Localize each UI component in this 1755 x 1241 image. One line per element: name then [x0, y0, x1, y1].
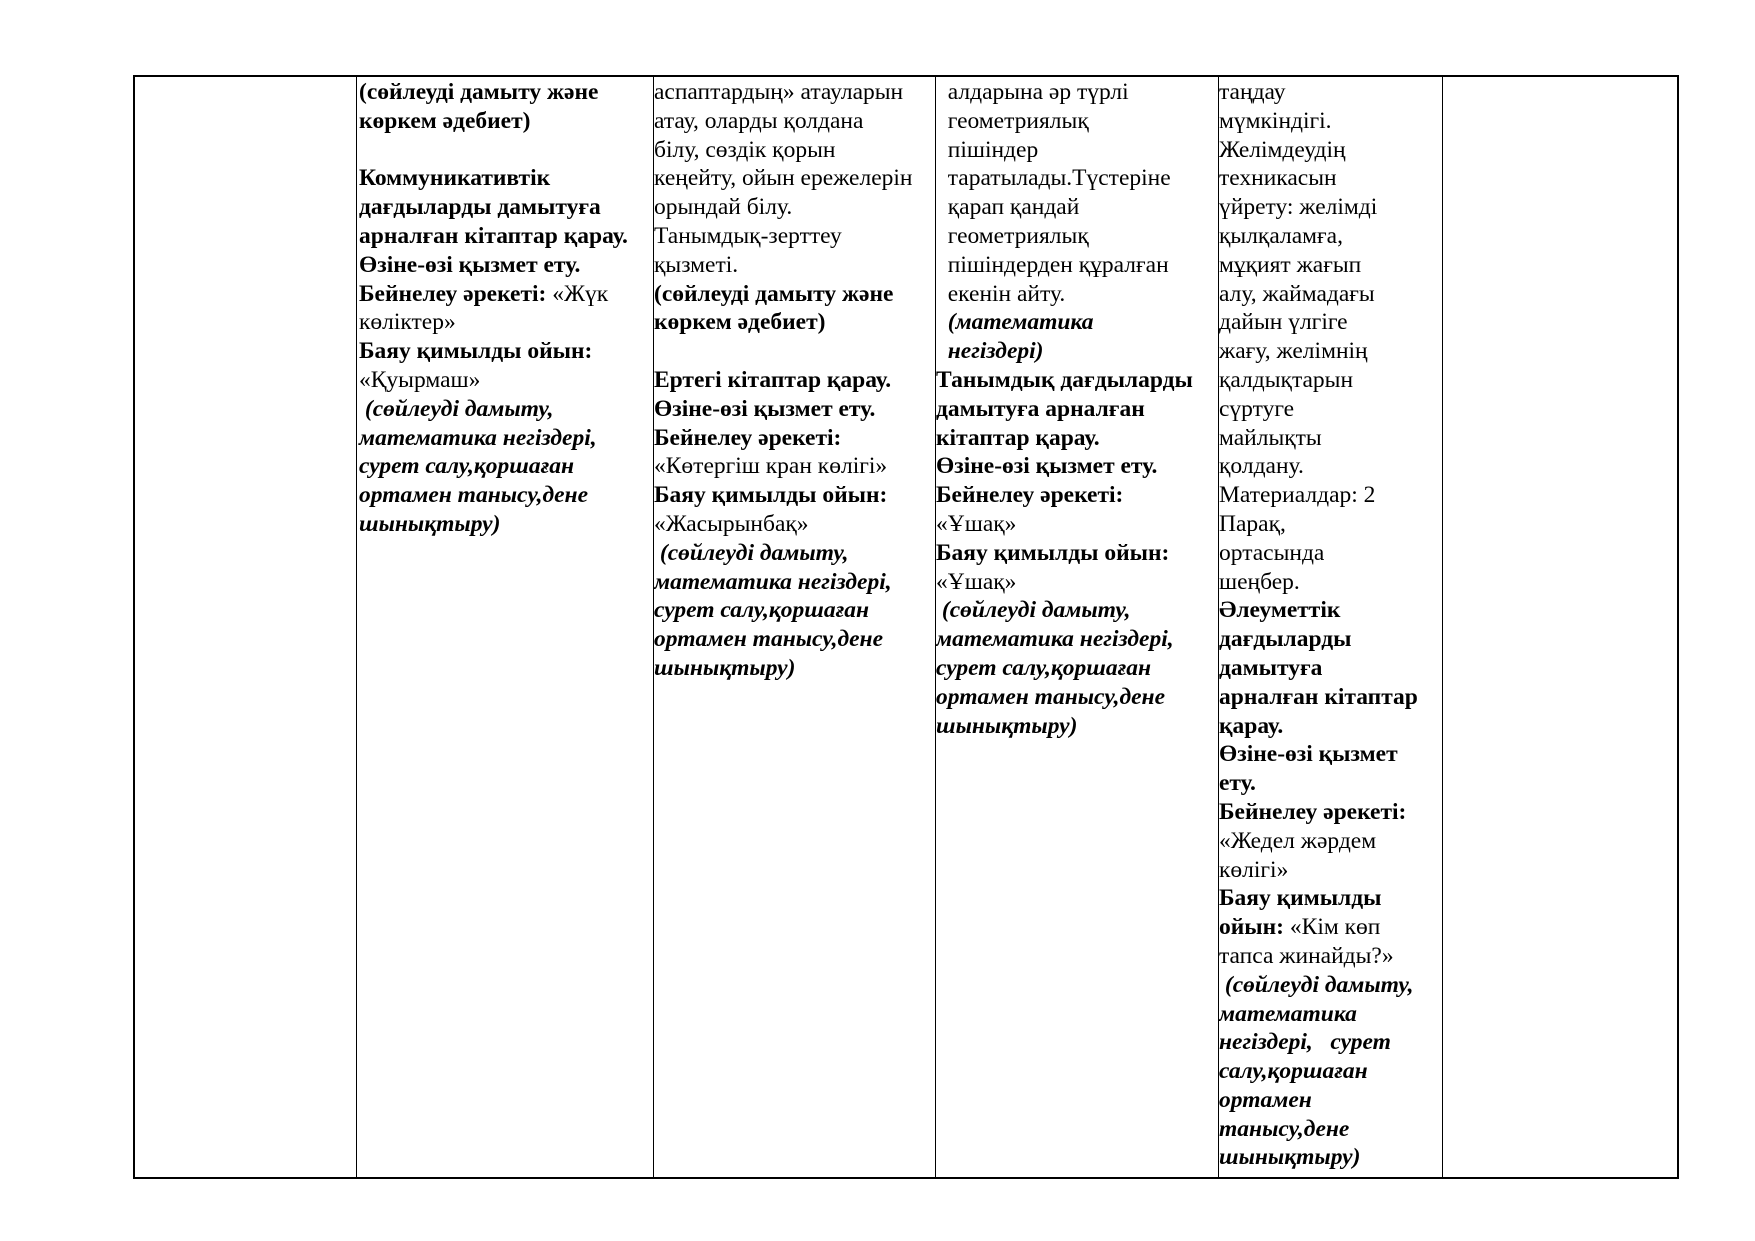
- cell-line: [936, 424, 1216, 453]
- cell-text: Танымдық-зерттеу: [654, 222, 842, 249]
- cell-line: [936, 136, 1216, 165]
- cell-line: [936, 596, 1216, 625]
- cell-line: [654, 136, 933, 165]
- cell-line: [1219, 856, 1440, 885]
- cell-line: [1219, 280, 1440, 309]
- cell-text: Бейнелеу әрекеті:: [1219, 798, 1407, 825]
- cell-text: Өзіне-өзі қызмет ету.: [654, 395, 876, 422]
- cell-text: Өзіне-өзі қызмет ету.: [359, 251, 581, 278]
- cell-text: математика: [1219, 1000, 1357, 1027]
- cell-text: дағдыларды дамытуға: [359, 194, 601, 221]
- cell-text: (сөйлеуді дамыту,: [359, 395, 554, 422]
- cell-line: [654, 107, 933, 136]
- table-cell-col5: [1219, 78, 1440, 1172]
- cell-line: [359, 193, 651, 222]
- cell-text: кітаптар қарау.: [936, 424, 1100, 451]
- cell-line: [1219, 539, 1440, 568]
- cell-text: екенін айту.: [936, 280, 1066, 307]
- cell-text: қарап қандай: [936, 194, 1080, 221]
- cell-text: көліктер»: [359, 309, 456, 336]
- cell-line: [936, 251, 1216, 280]
- cell-text: атау, оларды қолдана: [654, 107, 864, 134]
- cell-line: [654, 452, 933, 481]
- column-divider: [356, 75, 357, 1179]
- cell-text: шынықтыру): [1219, 1144, 1361, 1171]
- cell-line: [1219, 942, 1440, 971]
- cell-text: ортамен танысу,дене: [936, 683, 1166, 710]
- cell-text: ортамен танысу,дене: [359, 482, 589, 509]
- cell-line: [1219, 308, 1440, 337]
- cell-text: негіздері, сурет: [1219, 1029, 1391, 1056]
- cell-text: дамытуға арналған: [936, 395, 1145, 422]
- cell-line: [936, 222, 1216, 251]
- cell-line: [936, 308, 1216, 337]
- cell-line: [654, 481, 933, 510]
- cell-text: Әлеуметтік: [1219, 597, 1341, 624]
- cell-line: [654, 596, 933, 625]
- cell-text: Бейнелеу әрекеті:: [359, 280, 553, 307]
- cell-text: Бейнелеу әрекеті:: [654, 424, 842, 451]
- cell-text: қызметі.: [654, 251, 739, 278]
- cell-line: [654, 222, 933, 251]
- cell-text: математика негіздері,: [359, 424, 597, 451]
- cell-text: дамытуға: [1219, 654, 1323, 681]
- cell-text: қылқаламға,: [1219, 222, 1343, 249]
- cell-text: салу,қоршаған: [1219, 1058, 1368, 1085]
- cell-text: дайын үлгіге: [1219, 309, 1348, 336]
- cell-line: [359, 251, 651, 280]
- cell-text: орындай білу.: [654, 194, 793, 221]
- cell-text: арналған кітаптар қарау.: [359, 222, 628, 249]
- cell-line: [936, 452, 1216, 481]
- cell-line: [936, 625, 1216, 654]
- cell-text: Парақ,: [1219, 510, 1286, 537]
- cell-text: сурет салу,қоршаған: [654, 597, 870, 624]
- cell-text: жағу, желімнің: [1219, 338, 1368, 365]
- cell-text: «Жасырынбақ»: [654, 510, 809, 537]
- cell-line: [1219, 1000, 1440, 1029]
- cell-line: [1219, 971, 1440, 1000]
- cell-text: «Ұшақ»: [936, 510, 1017, 537]
- cell-text: математика негіздері,: [654, 568, 892, 595]
- cell-line: [654, 308, 933, 337]
- cell-line: [1219, 136, 1440, 165]
- cell-text: көркем әдебиет): [359, 107, 531, 134]
- cell-line: [1219, 827, 1440, 856]
- cell-text: Өзіне-өзі қызмет: [1219, 741, 1398, 768]
- cell-text: Баяу қимылды: [1219, 885, 1382, 912]
- cell-text: Баяу қимылды ойын:: [936, 539, 1170, 566]
- cell-text: мүмкіндігі.: [1219, 107, 1332, 134]
- cell-line: [936, 683, 1216, 712]
- cell-line: [359, 337, 651, 366]
- cell-text: пішіндер: [936, 136, 1039, 163]
- cell-line: [1219, 596, 1440, 625]
- cell-text: негіздері): [936, 338, 1044, 365]
- cell-text: Материалдар: 2: [1219, 482, 1376, 509]
- cell-line: [936, 539, 1216, 568]
- cell-text: «Ұшақ»: [936, 568, 1017, 595]
- cell-text: дағдыларды: [1219, 626, 1352, 653]
- cell-text: қолдану.: [1219, 453, 1304, 480]
- cell-text: таратылады.Түстеріне: [936, 165, 1171, 192]
- cell-line: [654, 251, 933, 280]
- cell-text: қалдықтарын: [1219, 366, 1354, 393]
- cell-text: ортамен танысу,дене: [654, 626, 884, 653]
- cell-text: шынықтыру): [359, 510, 501, 537]
- cell-text: Баяу қимылды ойын:: [359, 338, 593, 365]
- cell-text: «Көтергіш кран көлігі»: [654, 453, 888, 480]
- cell-text: таңдау: [1219, 79, 1286, 105]
- cell-text: шынықтыру): [654, 654, 796, 681]
- cell-line: [936, 712, 1216, 741]
- cell-text: Желімдеудің: [1219, 136, 1346, 163]
- cell-text: сурет салу,қоршаған: [359, 453, 575, 480]
- cell-text: геометриялық: [936, 107, 1089, 134]
- cell-line: [359, 107, 651, 136]
- cell-line: [654, 510, 933, 539]
- cell-line: [936, 337, 1216, 366]
- cell-line: [359, 366, 651, 395]
- cell-line: [654, 654, 933, 683]
- cell-line: [1219, 769, 1440, 798]
- cell-line: [1219, 222, 1440, 251]
- cell-line: [1219, 193, 1440, 222]
- cell-line: [1219, 683, 1440, 712]
- cell-line: [654, 424, 933, 453]
- cell-line: [1219, 1028, 1440, 1057]
- cell-line: [936, 193, 1216, 222]
- cell-line: [359, 308, 651, 337]
- cell-line: [1219, 740, 1440, 769]
- cell-text: үйрету: желімді: [1219, 194, 1378, 221]
- cell-text: қарау.: [1219, 712, 1284, 739]
- cell-text: аспаптардың» атауларын: [654, 79, 904, 105]
- cell-line: [654, 395, 933, 424]
- cell-line: [359, 424, 651, 453]
- cell-line: [1219, 107, 1440, 136]
- cell-text: Танымдық дағдыларды: [936, 366, 1193, 393]
- cell-text: (сөйлеуді дамыту,: [654, 539, 849, 566]
- cell-line: [359, 222, 651, 251]
- cell-line: [936, 366, 1216, 395]
- cell-text: (сөйлеуді дамыту,: [1219, 971, 1414, 998]
- cell-text: Бейнелеу әрекеті:: [936, 482, 1124, 509]
- cell-text: ету.: [1219, 770, 1256, 797]
- cell-line: [654, 366, 933, 395]
- cell-text: сүртуге: [1219, 395, 1295, 422]
- cell-line: [936, 481, 1216, 510]
- cell-line: [1219, 568, 1440, 597]
- cell-text: майлықты: [1219, 424, 1322, 451]
- cell-text: шеңбер.: [1219, 568, 1300, 595]
- cell-text: кеңейту, ойын ережелерін: [654, 165, 913, 192]
- cell-line: [654, 337, 933, 366]
- cell-text: алу, жаймадағы: [1219, 280, 1375, 307]
- cell-line: [936, 78, 1216, 107]
- cell-line: [1219, 625, 1440, 654]
- cell-line: [1219, 424, 1440, 453]
- cell-line: [1219, 366, 1440, 395]
- cell-line: [654, 568, 933, 597]
- cell-line: [1219, 1143, 1440, 1172]
- cell-line: [1219, 1057, 1440, 1086]
- cell-text: пішіндерден құралған: [936, 251, 1169, 278]
- cell-line: [359, 395, 651, 424]
- cell-line: [1219, 1115, 1440, 1144]
- cell-text: танысу,дене: [1219, 1115, 1350, 1142]
- cell-line: [936, 654, 1216, 683]
- cell-line: [936, 280, 1216, 309]
- cell-line: [1219, 164, 1440, 193]
- cell-line: [936, 395, 1216, 424]
- cell-text: (сөйлеуді дамыту,: [936, 597, 1131, 624]
- cell-text: ортасында: [1219, 539, 1325, 566]
- cell-text: (математика: [936, 309, 1094, 336]
- cell-line: [1219, 510, 1440, 539]
- table-cell-col2: [359, 78, 651, 539]
- cell-text: көркем әдебиет): [654, 309, 826, 336]
- cell-text: шынықтыру): [936, 712, 1078, 739]
- cell-text: ортамен: [1219, 1086, 1312, 1113]
- cell-text: (сөйлеуді дамыту және: [359, 79, 599, 105]
- cell-line: [1219, 913, 1440, 942]
- cell-line: [359, 481, 651, 510]
- cell-line: [1219, 251, 1440, 280]
- cell-text: «Қуырмаш»: [359, 366, 481, 393]
- cell-text: «Жедел жәрдем: [1219, 827, 1377, 854]
- cell-text: сурет салу,қоршаған: [936, 654, 1152, 681]
- cell-line: [1219, 78, 1440, 107]
- cell-text: ойын:: [1219, 914, 1290, 941]
- cell-line: [1219, 395, 1440, 424]
- cell-line: [359, 164, 651, 193]
- cell-text: алдарына әр түрлі: [936, 79, 1129, 105]
- cell-line: [654, 78, 933, 107]
- cell-line: [654, 193, 933, 222]
- cell-text: білу, сөздік қорын: [654, 136, 836, 163]
- cell-line: [936, 107, 1216, 136]
- cell-text: Өзіне-өзі қызмет ету.: [936, 453, 1158, 480]
- cell-text: геометриялық: [936, 222, 1089, 249]
- cell-line: [359, 78, 651, 107]
- cell-line: [936, 164, 1216, 193]
- cell-text: (сөйлеуді дамыту және: [654, 280, 894, 307]
- cell-line: [359, 452, 651, 481]
- cell-line: [359, 136, 651, 165]
- cell-text: арналған кітаптар: [1219, 683, 1418, 710]
- cell-line: [654, 625, 933, 654]
- cell-line: [654, 164, 933, 193]
- cell-text: Коммуникативтік: [359, 165, 551, 192]
- cell-text: техникасын: [1219, 165, 1337, 192]
- cell-text: «Кім көп: [1289, 914, 1381, 941]
- cell-text: тапса жинайды?»: [1219, 942, 1394, 969]
- table-cell-col3: [654, 78, 933, 683]
- cell-text: Баяу қимылды ойын:: [654, 482, 888, 509]
- cell-line: [1219, 712, 1440, 741]
- cell-text: көлігі»: [1219, 856, 1289, 883]
- cell-line: [1219, 798, 1440, 827]
- cell-line: [359, 510, 651, 539]
- cell-line: [936, 510, 1216, 539]
- cell-line: [1219, 1086, 1440, 1115]
- cell-text: Ертегі кітаптар қарау.: [654, 366, 892, 393]
- cell-line: [936, 568, 1216, 597]
- cell-line: [654, 539, 933, 568]
- cell-line: [654, 280, 933, 309]
- table-cell-col4: [936, 78, 1216, 740]
- cell-line: [359, 280, 651, 309]
- cell-line: [1219, 452, 1440, 481]
- column-divider: [1442, 75, 1443, 1179]
- cell-line: [1219, 654, 1440, 683]
- cell-text: «Жүк: [552, 280, 609, 307]
- cell-text: математика негіздері,: [936, 626, 1174, 653]
- cell-line: [1219, 481, 1440, 510]
- cell-line: [1219, 337, 1440, 366]
- cell-text: мұқият жағып: [1219, 251, 1362, 278]
- cell-line: [1219, 884, 1440, 913]
